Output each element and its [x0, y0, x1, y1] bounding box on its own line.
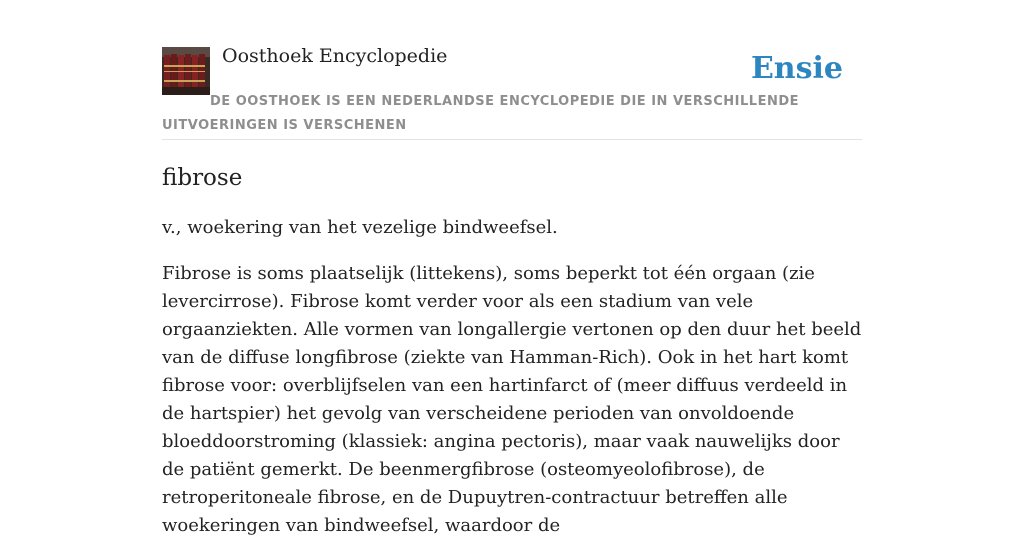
entry-definition: v., woekering van het vezelige bindweefsel. — [162, 217, 558, 238]
site-tagline: DE OOSTHOEK IS EEN NEDERLANDSE ENCYCLOPEDIE DIE IN VERSCHILLENDE UITVOERINGEN IS VERSCHENEN — [162, 94, 800, 133]
books-icon — [162, 47, 210, 95]
site-header — [162, 0, 862, 140]
entry-title: fibrose — [162, 165, 243, 191]
site-title[interactable]: Oosthoek Encyclopedie — [222, 45, 448, 67]
content-column — [162, 0, 862, 540]
entry-body: Fibrose is soms plaatselijk (littekens), soms beperkt tot één orgaan (zie levercirrose). Fibrose komt verder voor als een stadium van vele orgaanziekten. Alle vormen van longallergie vertonen op den duur het beeld van de diffuse longfibrose (ziekte van Hamman-Rich). Ook in het hart komt fibrose voor: overblijfselen van een hartinfarct of (meer diffuus verdeeld in de hartspier) het gevolg van verscheidene perioden van onvoldoende bloeddoorstroming (klassiek: angina pectoris), maar vaak nauwelijks door de patiënt gemerkt. De beenmergfibrose (osteomyeolofibrose), de retroperitoneale fibrose, en de Dupuytren-contractuur betreffen alle woekeringen van bindweefsel, waardoor de — [162, 263, 862, 536]
site-avatar[interactable] — [162, 47, 210, 95]
brand-logo[interactable]: Ensie — [750, 51, 843, 86]
